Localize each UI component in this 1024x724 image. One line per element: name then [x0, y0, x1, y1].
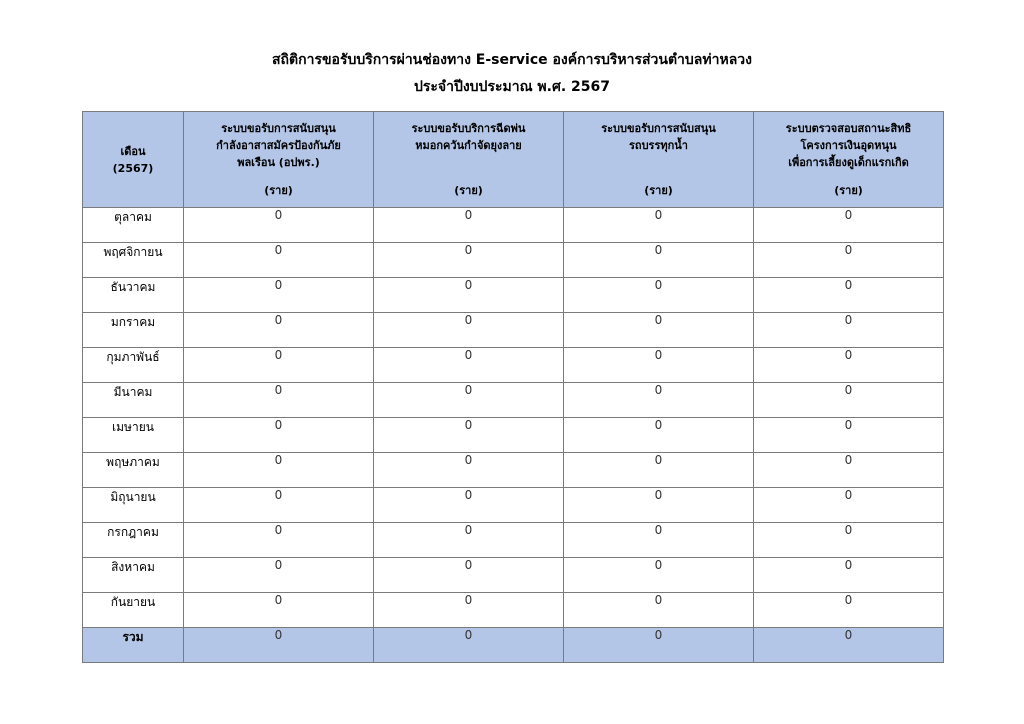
- header-unit: (ราย): [454, 184, 483, 197]
- header-line: รถบรรทุกน้ำ: [629, 139, 688, 152]
- month-cell: เมษายน: [83, 418, 184, 453]
- value-cell: 0: [564, 523, 754, 558]
- value-cell: 0: [184, 418, 374, 453]
- value-cell: 0: [754, 208, 944, 243]
- header-line: โครงการเงินอุดหนุน: [800, 139, 897, 152]
- month-cell: พฤษภาคม: [83, 453, 184, 488]
- value-cell: 0: [184, 243, 374, 278]
- column-header-water-truck: [564, 112, 754, 208]
- value-cell: 0: [564, 558, 754, 593]
- month-cell: สิงหาคม: [83, 558, 184, 593]
- value-cell: 0: [754, 243, 944, 278]
- value-cell: 0: [374, 348, 564, 383]
- value-cell: 0: [754, 418, 944, 453]
- total-row: [83, 628, 944, 663]
- total-value-cell: 0: [564, 628, 754, 663]
- month-cell: พฤศจิกายน: [83, 243, 184, 278]
- value-cell: 0: [564, 418, 754, 453]
- table-row: [83, 418, 944, 453]
- value-cell: 0: [564, 383, 754, 418]
- value-cell: 0: [374, 558, 564, 593]
- table-row: [83, 523, 944, 558]
- value-cell: 0: [754, 453, 944, 488]
- value-cell: 0: [564, 593, 754, 628]
- value-cell: 0: [184, 313, 374, 348]
- header-line: หมอกควันกำจัดยุงลาย: [415, 139, 522, 152]
- month-cell: มกราคม: [83, 313, 184, 348]
- value-cell: 0: [184, 348, 374, 383]
- header-unit: (ราย): [834, 184, 863, 197]
- header-line: กำลังอาสาสมัครป้องกันภัย: [216, 139, 341, 152]
- month-cell: มิถุนายน: [83, 488, 184, 523]
- value-cell: 0: [374, 488, 564, 523]
- value-cell: 0: [374, 313, 564, 348]
- header-unit: (ราย): [264, 184, 293, 197]
- total-label-cell: รวม: [83, 628, 184, 663]
- table-row: [83, 348, 944, 383]
- table-row: [83, 278, 944, 313]
- table-row: [83, 208, 944, 243]
- header-line: ระบบขอรับการสนับสนุน: [601, 122, 716, 135]
- value-cell: 0: [754, 348, 944, 383]
- column-header-newborn-subsidy: [754, 112, 944, 208]
- header-line: ระบบตรวจสอบสถานะสิทธิ: [785, 122, 912, 135]
- month-header-label: เดือน: [120, 144, 146, 158]
- value-cell: 0: [184, 523, 374, 558]
- value-cell: 0: [184, 453, 374, 488]
- month-column-header: [83, 112, 184, 208]
- value-cell: 0: [754, 558, 944, 593]
- table-row: [83, 593, 944, 628]
- value-cell: 0: [374, 418, 564, 453]
- month-cell: กุมภาพันธ์: [83, 348, 184, 383]
- column-header-volunteer-support: [184, 112, 374, 208]
- value-cell: 0: [374, 453, 564, 488]
- value-cell: 0: [184, 208, 374, 243]
- header-line: ระบบขอรับบริการฉีดพ่น: [411, 122, 526, 135]
- value-cell: 0: [564, 208, 754, 243]
- value-cell: 0: [564, 348, 754, 383]
- month-header-year: (2567): [112, 161, 154, 175]
- table-row: [83, 243, 944, 278]
- month-cell: กันยายน: [83, 593, 184, 628]
- document-title: สถิติการขอรับบริการผ่านช่องทาง E-service องค์การบริหารส่วนตำบลท่าหลวง: [272, 52, 752, 68]
- value-cell: 0: [564, 488, 754, 523]
- table-row: [83, 453, 944, 488]
- value-cell: 0: [374, 383, 564, 418]
- value-cell: 0: [564, 313, 754, 348]
- value-cell: 0: [754, 278, 944, 313]
- table-row: [83, 383, 944, 418]
- month-cell: ธันวาคม: [83, 278, 184, 313]
- value-cell: 0: [374, 593, 564, 628]
- total-value-cell: 0: [374, 628, 564, 663]
- column-header-fogging-service: [374, 112, 564, 208]
- value-cell: 0: [754, 593, 944, 628]
- header-line: เพื่อการเลี้ยงดูเด็กแรกเกิด: [788, 156, 909, 169]
- table-row: [83, 313, 944, 348]
- month-cell: มีนาคม: [83, 383, 184, 418]
- value-cell: 0: [374, 278, 564, 313]
- value-cell: 0: [184, 558, 374, 593]
- table-row: [83, 488, 944, 523]
- header-unit: (ราย): [644, 184, 673, 197]
- header-line: พลเรือน (อปพร.): [237, 156, 320, 169]
- value-cell: 0: [564, 453, 754, 488]
- value-cell: 0: [564, 243, 754, 278]
- value-cell: 0: [754, 523, 944, 558]
- value-cell: 0: [564, 278, 754, 313]
- value-cell: 0: [374, 523, 564, 558]
- value-cell: 0: [754, 383, 944, 418]
- total-value-cell: 0: [754, 628, 944, 663]
- value-cell: 0: [374, 243, 564, 278]
- value-cell: 0: [184, 593, 374, 628]
- value-cell: 0: [374, 208, 564, 243]
- table-header-row: [83, 112, 944, 208]
- value-cell: 0: [754, 313, 944, 348]
- total-value-cell: 0: [184, 628, 374, 663]
- value-cell: 0: [184, 488, 374, 523]
- document-subtitle: ประจำปีงบประมาณ พ.ศ. 2567: [413, 79, 611, 95]
- value-cell: 0: [184, 278, 374, 313]
- table-row: [83, 558, 944, 593]
- month-cell: ตุลาคม: [83, 208, 184, 243]
- month-cell: กรกฎาคม: [83, 523, 184, 558]
- value-cell: 0: [754, 488, 944, 523]
- statistics-table: [82, 111, 944, 663]
- value-cell: 0: [184, 383, 374, 418]
- header-line: ระบบขอรับการสนับสนุน: [221, 122, 336, 135]
